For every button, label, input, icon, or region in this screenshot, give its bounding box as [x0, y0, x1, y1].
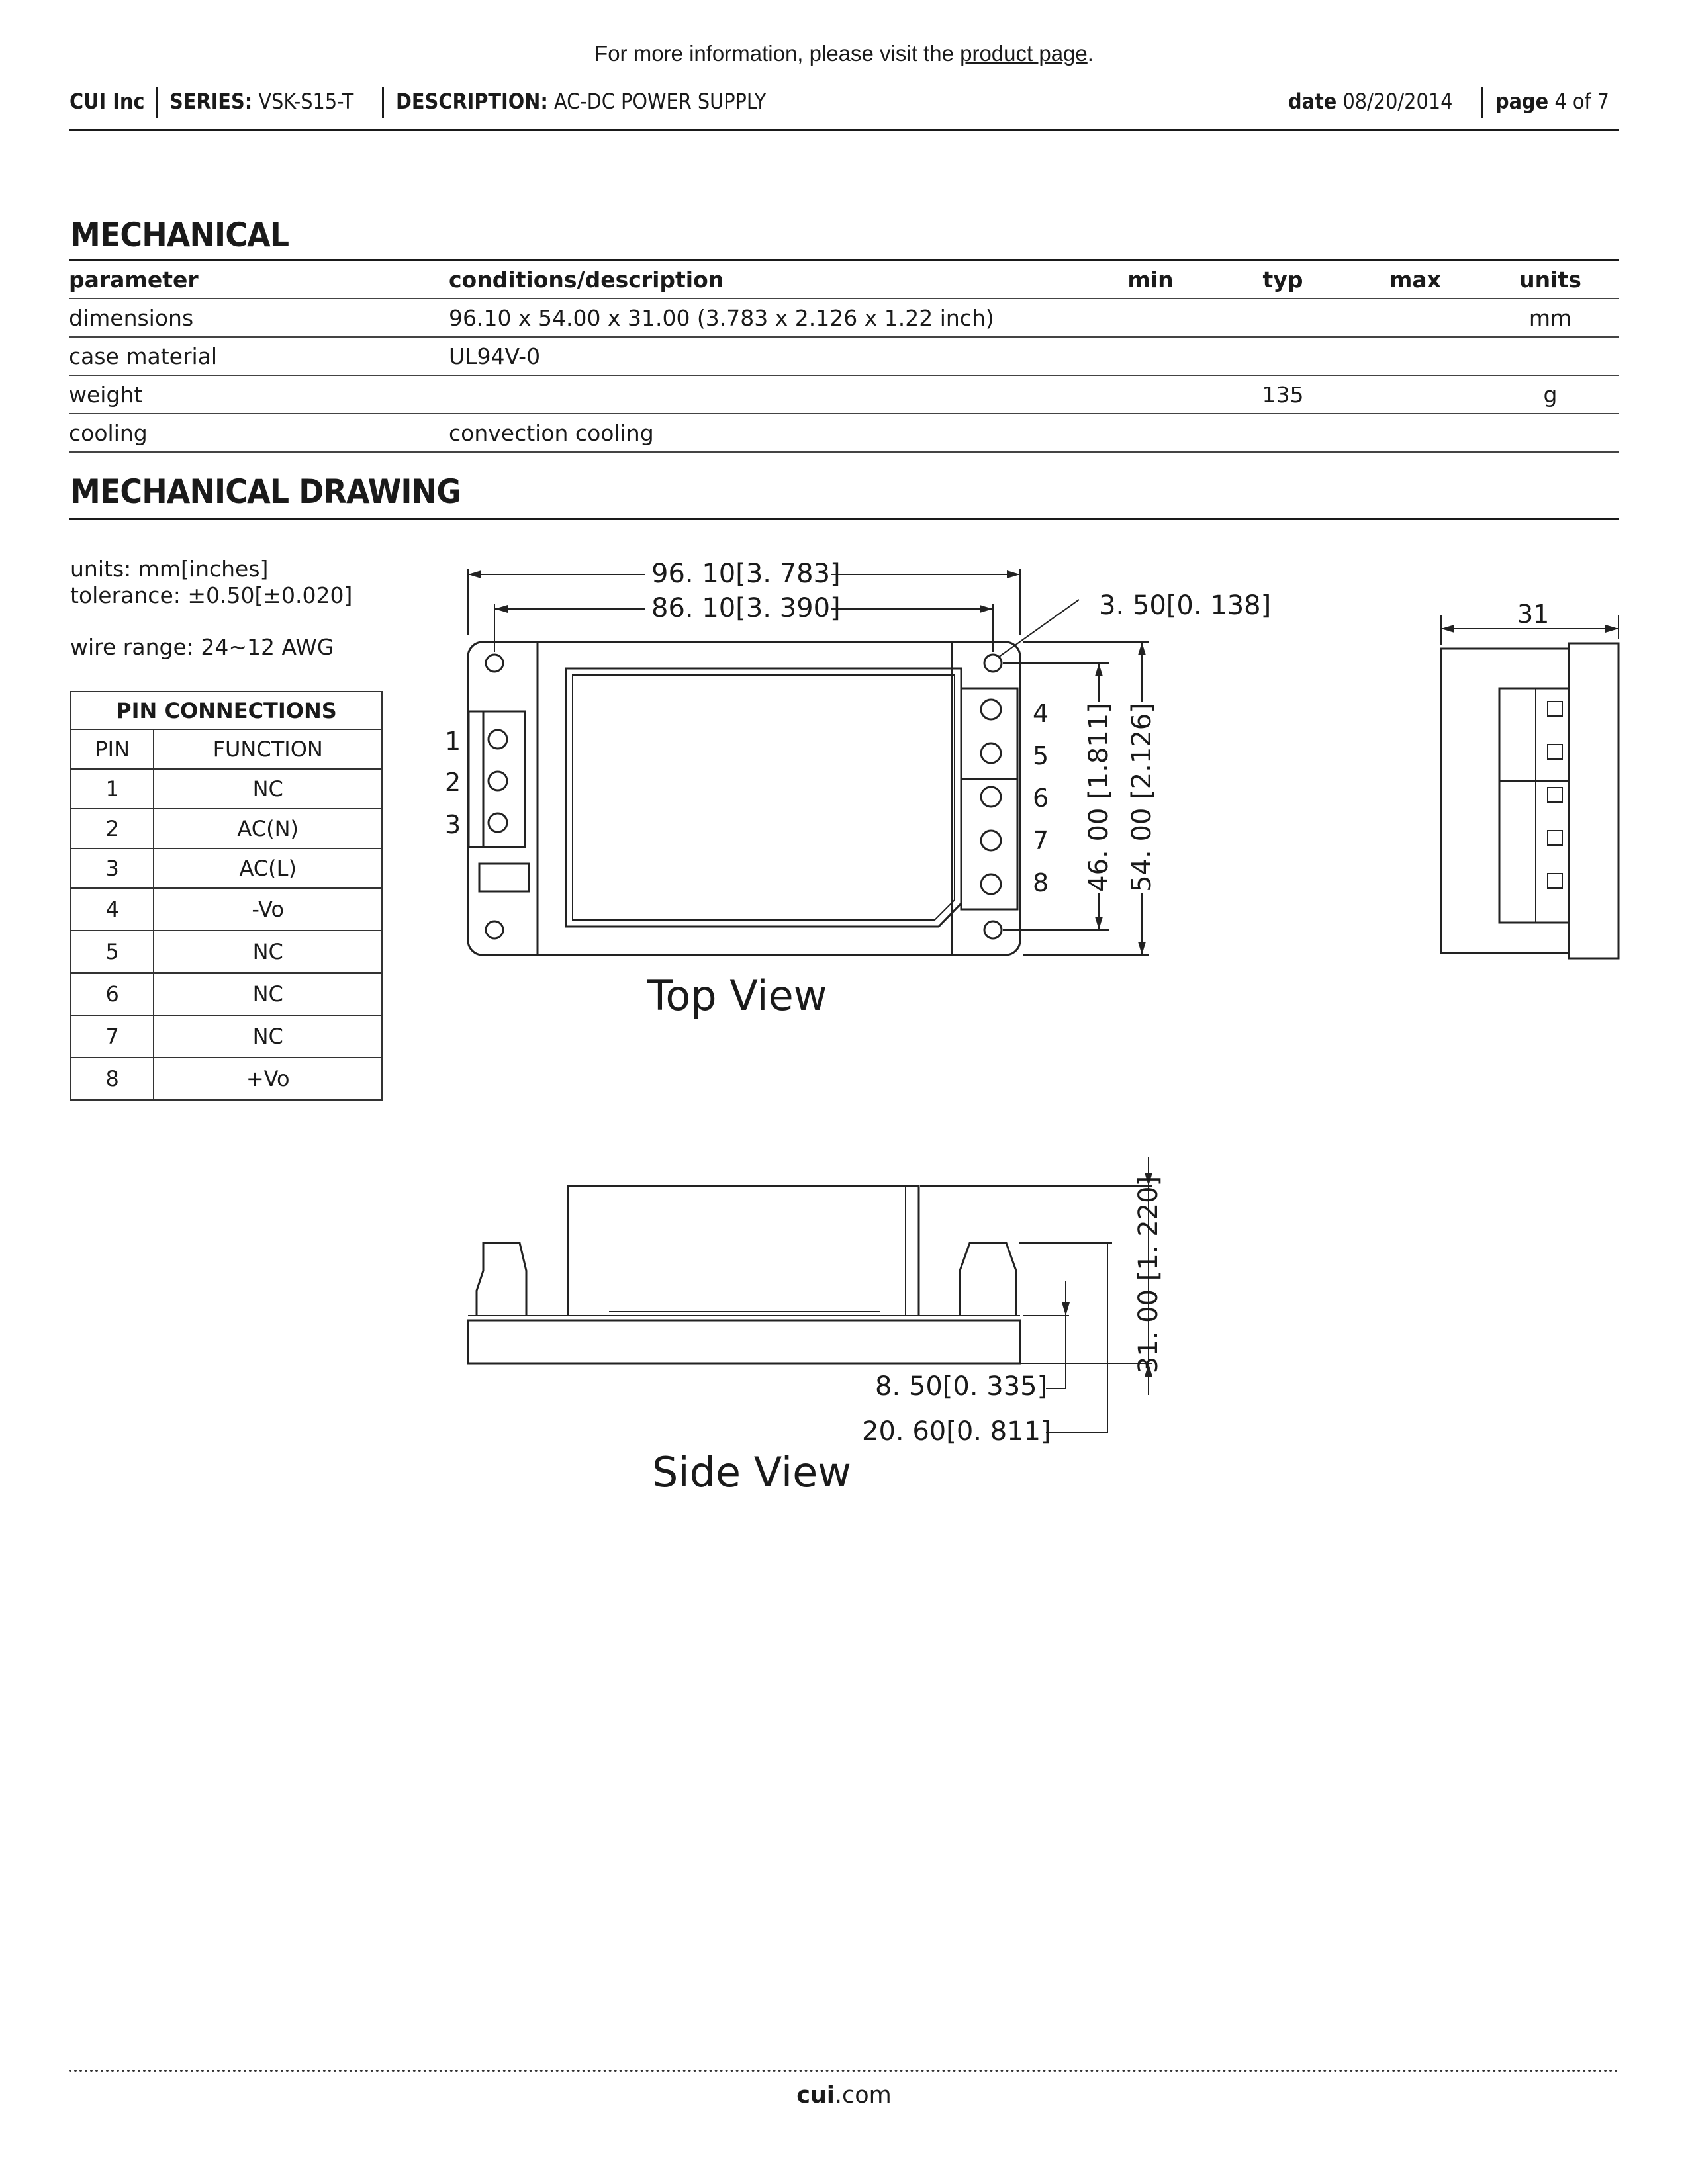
section-title-mechanical: MECHANICAL: [70, 216, 289, 254]
terminal-screw: [981, 743, 1001, 763]
pin-label-5: 5: [1033, 741, 1049, 770]
right-terminal-profile: [960, 1243, 1016, 1316]
pin-function: NC: [154, 769, 382, 809]
terminal-screw: [489, 730, 507, 749]
pin-label-3: 3: [445, 810, 461, 839]
switch-slot: [479, 864, 529, 891]
pin-function: NC: [154, 1015, 382, 1058]
dim-hole-diameter: 3. 50[0. 138]: [1099, 590, 1272, 621]
pin-number: 5: [71, 931, 154, 973]
end-view: [1441, 615, 1618, 958]
page-number: page 4 of 7: [1495, 89, 1609, 114]
end-view-terminal: [1499, 688, 1569, 923]
units-note: units: mm[inches]: [70, 556, 269, 582]
pin-number: 3: [71, 848, 154, 888]
dim-overall-length: 96. 10[3. 783]: [651, 559, 841, 589]
table-cell: case material: [69, 337, 449, 375]
table-cell: cooling: [69, 414, 449, 452]
table-cell: UL94V-0: [449, 337, 1084, 375]
col-header: min: [1084, 261, 1217, 298]
mount-hole: [984, 921, 1002, 938]
col-header: units: [1481, 261, 1619, 298]
pin-function: NC: [154, 931, 382, 973]
footer-domain: .com: [834, 2082, 892, 2109]
wire-range-note: wire range: 24~12 AWG: [70, 634, 334, 660]
dim-terminal-height: 20. 60[0. 811]: [862, 1416, 1051, 1447]
col-header: typ: [1217, 261, 1349, 298]
footer-site: [0, 2082, 1688, 2109]
table-cell: g: [1481, 375, 1619, 414]
table-cell: weight: [69, 375, 449, 414]
right-terminal-block: [961, 688, 1017, 909]
company-name: CUI Inc: [70, 89, 145, 114]
pin-number: 6: [71, 973, 154, 1015]
col-header: PIN: [71, 729, 154, 769]
col-header: FUNCTION: [154, 729, 382, 769]
dim-overall-width: 54. 00 [2.126]: [1127, 703, 1157, 892]
pin-label-4: 4: [1033, 699, 1049, 728]
col-header: conditions/description: [449, 261, 1084, 298]
table-cell: convection cooling: [449, 414, 1084, 452]
terminal-screw: [981, 700, 1001, 719]
description: DESCRIPTION: AC-DC POWER SUPPLY: [396, 89, 767, 114]
terminal-screw: [981, 874, 1001, 894]
table-cell: 96.10 x 54.00 x 31.00 (3.783 x 2.126 x 1.22 inch): [449, 298, 1084, 337]
terminal-screw: [489, 813, 507, 832]
pin-function: NC: [154, 973, 382, 1015]
dim-hole-spacing: 86. 10[3. 390]: [651, 593, 841, 623]
dim-hole-spacing-vertical: 46. 00 [1.811]: [1084, 703, 1114, 892]
series: SERIES: VSK-S15-T: [169, 89, 354, 114]
side-view-label: Side View: [652, 1448, 851, 1496]
label-window-inner: [573, 675, 955, 920]
terminal-screw: [981, 787, 1001, 807]
pin-number: 7: [71, 1015, 154, 1058]
dim-pin-height: 8. 50[0. 335]: [875, 1371, 1048, 1402]
pin-function: -Vo: [154, 888, 382, 931]
pin-label-8: 8: [1033, 868, 1049, 897]
col-header: parameter: [69, 261, 449, 298]
footer-brand: cui: [796, 2082, 835, 2109]
pin-label-7: 7: [1033, 826, 1049, 855]
terminal-square: [1548, 788, 1562, 802]
pin-number: 4: [71, 888, 154, 931]
mount-hole: [486, 655, 503, 672]
case-body: [538, 642, 952, 955]
terminal-screw: [489, 772, 507, 790]
product-page-link[interactable]: product page: [960, 41, 1088, 66]
pin-label-6: 6: [1033, 784, 1049, 813]
label-window: [566, 668, 961, 927]
terminal-screw: [981, 831, 1001, 850]
more-info-text: For more information, please visit the: [594, 41, 961, 66]
side-case: [568, 1186, 919, 1316]
dimension-arrows: [468, 570, 1618, 1377]
outer-case-outline: [468, 642, 1020, 955]
dim-height: 31. 00 [1. 220]: [1133, 1175, 1164, 1374]
col-header: max: [1349, 261, 1481, 298]
terminal-square: [1548, 702, 1562, 716]
leader-line: [998, 600, 1079, 657]
left-terminal-profile: [477, 1243, 526, 1316]
tolerance-note: tolerance: ±0.50[±0.020]: [70, 582, 353, 608]
dim-depth: 31: [1517, 600, 1550, 629]
side-base: [468, 1320, 1020, 1363]
table-cell: dimensions: [69, 298, 449, 337]
left-terminal-block: [469, 711, 525, 847]
pin-table-title: PIN CONNECTIONS: [71, 692, 382, 729]
pin-number: 2: [71, 809, 154, 848]
table-cell: 135: [1217, 375, 1349, 414]
pin-function: AC(N): [154, 809, 382, 848]
footer-divider: [69, 2070, 1619, 2072]
pin-function: +Vo: [154, 1058, 382, 1100]
terminal-square: [1548, 745, 1562, 759]
pin-number: 8: [71, 1058, 154, 1100]
pin-function: AC(L): [154, 848, 382, 888]
section-title-mechanical-drawing: MECHANICAL DRAWING: [70, 473, 461, 511]
pin-number: 1: [71, 769, 154, 809]
pin-label-1: 1: [445, 727, 461, 756]
pin-label-2: 2: [445, 768, 461, 797]
more-info-suffix: .: [1087, 41, 1094, 66]
date: date 08/20/2014: [1288, 89, 1453, 114]
terminal-square: [1548, 831, 1562, 845]
terminal-square: [1548, 874, 1562, 888]
end-view-flange: [1569, 643, 1618, 958]
mount-hole: [486, 921, 503, 938]
side-view: [468, 1157, 1152, 1433]
end-view-body: [1441, 649, 1569, 953]
top-view-label: Top View: [647, 972, 827, 1020]
table-cell: mm: [1481, 298, 1619, 337]
